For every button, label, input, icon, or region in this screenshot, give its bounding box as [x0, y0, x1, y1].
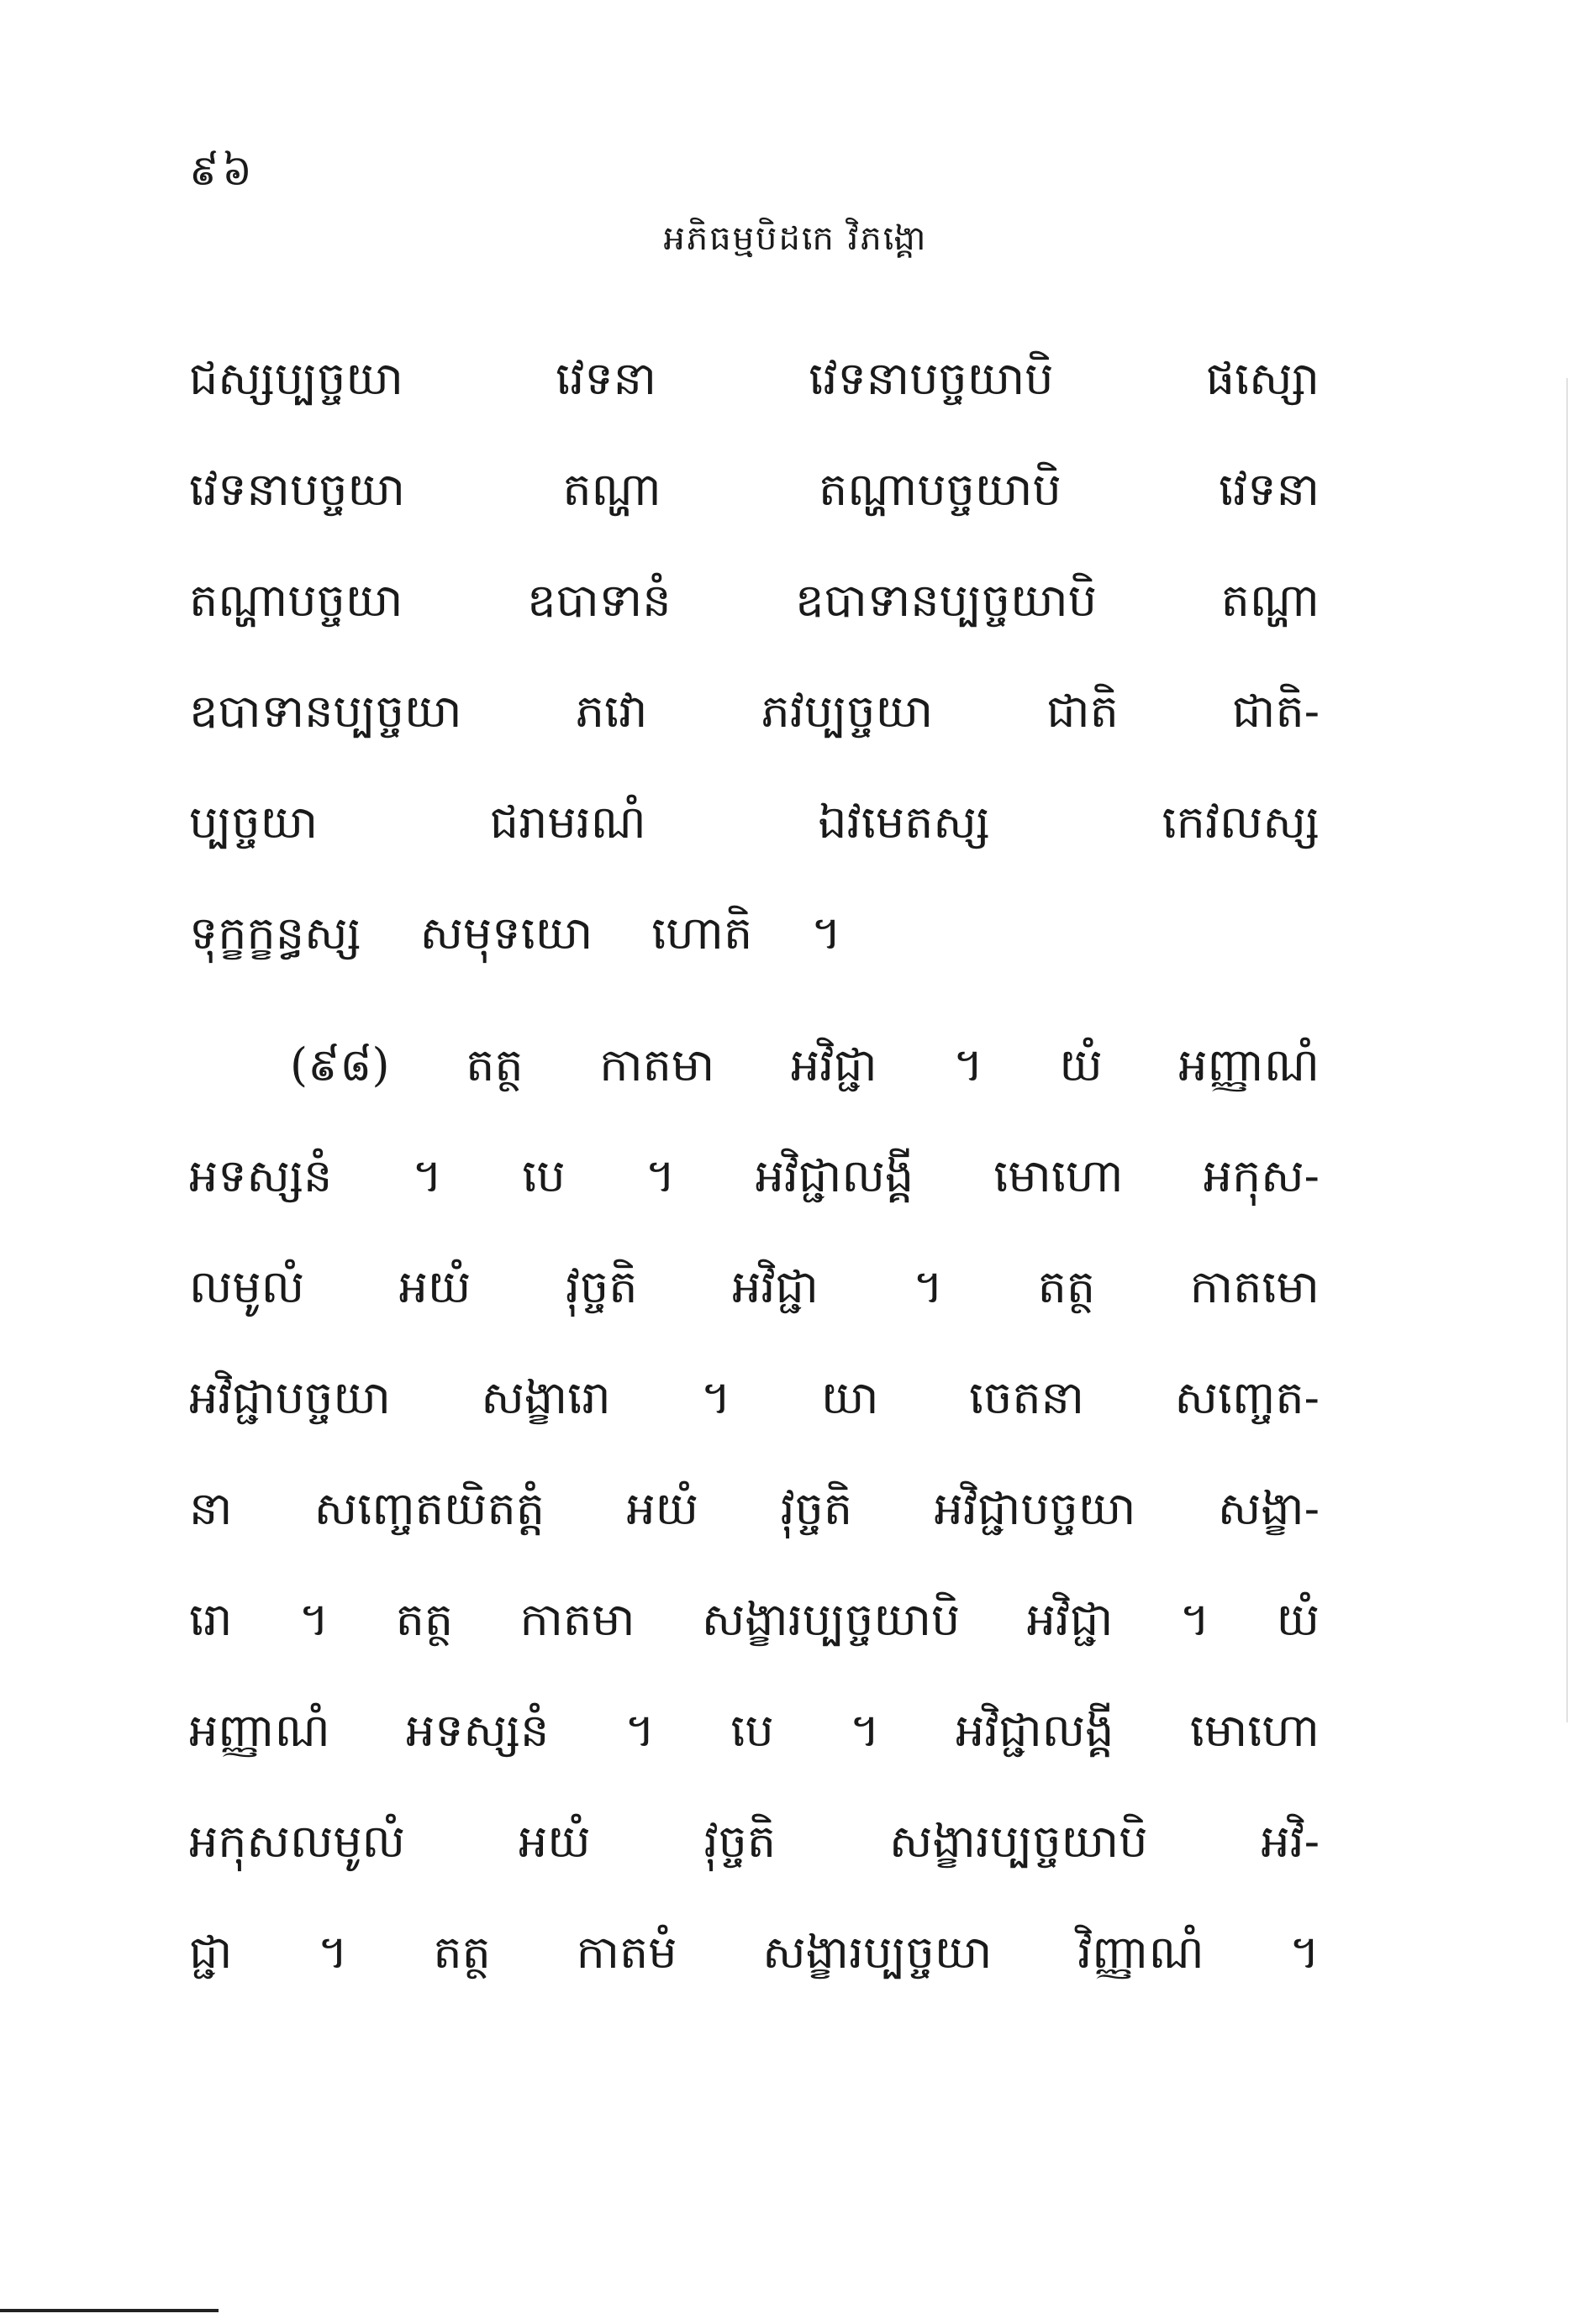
word: ហោតិ	[651, 907, 753, 960]
word: សង្ខារោ	[481, 1371, 611, 1424]
word: អញ្ញាណំ	[1178, 1038, 1320, 1091]
word: សញ្ចេត-	[1174, 1371, 1320, 1424]
word: ឧបាទានំ	[527, 574, 672, 627]
word: យា	[820, 1371, 879, 1424]
text-line	[189, 545, 1320, 656]
footer-rule	[0, 2309, 219, 2312]
word: ។	[1179, 1593, 1210, 1646]
word: វេទនា	[556, 352, 657, 405]
word: ផស្សោ	[1205, 352, 1320, 405]
word: ។	[645, 1149, 676, 1202]
word: តត្ថ	[466, 1038, 524, 1091]
word: តត្ថ	[433, 1926, 491, 1979]
word: ឧបាទានប្បច្ចយា	[189, 685, 462, 738]
word: អវិជ្ជាបច្ចយា	[934, 1482, 1136, 1535]
word: លមូលំ	[189, 1260, 305, 1313]
word: អកុសលមូលំ	[189, 1815, 406, 1868]
word: អទស្សនំ	[189, 1149, 333, 1202]
word: អវិជ្ជាលង្គី	[955, 1704, 1114, 1757]
word: អវិជ្ជា	[790, 1038, 877, 1091]
word: អយំ	[518, 1815, 591, 1868]
word: អយំ	[398, 1260, 472, 1313]
word: ប្បច្ចយា	[189, 796, 319, 849]
word: តណ្ហាបច្ចយា	[189, 574, 403, 627]
word: ។	[318, 1926, 348, 1979]
word: បេ	[730, 1704, 774, 1757]
word: ជាតិ	[1046, 685, 1119, 738]
word: អញ្ញាណំ	[189, 1704, 330, 1757]
word: សង្ខារប្បច្ចយា	[762, 1926, 993, 1979]
word: អវិជ្ជា	[732, 1260, 819, 1313]
word: ។	[298, 1593, 329, 1646]
text-line	[189, 1010, 1320, 1121]
word: ភវោ	[575, 685, 648, 738]
paragraph	[189, 323, 1320, 989]
word: យំ	[1059, 1038, 1103, 1091]
word: នា	[189, 1482, 233, 1535]
word: សង្ខារប្បច្ចយាបិ	[889, 1815, 1148, 1868]
word: កេវលស្ស	[1162, 796, 1320, 849]
text-line	[189, 1786, 1320, 1897]
word: តណ្ហា	[1220, 574, 1320, 627]
word: វុច្ចតិ	[565, 1260, 638, 1313]
word: ជរាមរណំ	[489, 796, 646, 849]
word: ។	[953, 1038, 983, 1091]
word: សង្ខា-	[1217, 1482, 1320, 1535]
text-line	[189, 656, 1320, 767]
word: ។	[811, 907, 841, 960]
word: តត្ថ	[1037, 1260, 1096, 1313]
word: សមុទយោ	[419, 907, 593, 960]
running-header: អភិធម្មបិដកេ វិភង្គោ	[663, 219, 928, 258]
word: វុច្ចតិ	[703, 1815, 777, 1868]
word: អវិ-	[1261, 1815, 1320, 1868]
word: អវិជ្ជា	[1026, 1593, 1114, 1646]
word: រោ	[189, 1593, 233, 1646]
word: អកុស-	[1203, 1149, 1320, 1202]
word: ។	[850, 1704, 880, 1757]
paragraph	[189, 1010, 1320, 2008]
word: ឯវមេតស្ស	[818, 796, 990, 849]
body-text	[189, 323, 1320, 2008]
text-line	[189, 1564, 1320, 1675]
word: វេទនាបច្ចយាបិ	[809, 352, 1054, 405]
text-line	[189, 1675, 1320, 1786]
text-line	[189, 1343, 1320, 1454]
word: សង្ខារប្បច្ចយាបិ	[701, 1593, 961, 1646]
word: អទស្សនំ	[405, 1704, 550, 1757]
word: ភវប្បច្ចយា	[761, 685, 934, 738]
word: (៩៨)	[290, 1038, 390, 1091]
word: កាតមំ	[576, 1926, 677, 1979]
word: អយំ	[626, 1482, 699, 1535]
paragraph-container	[189, 323, 1320, 2008]
page-number: ៩៦	[189, 146, 256, 195]
word: ។	[1289, 1926, 1320, 1979]
text-line	[189, 1454, 1320, 1564]
word: អវិជ្ជាបច្ចយា	[189, 1371, 391, 1424]
word: ទុក្ខក្ខន្ធស្ស	[189, 907, 361, 960]
text-line	[189, 767, 1320, 878]
word: វេទនា	[1219, 463, 1320, 516]
word: ។	[624, 1704, 656, 1757]
text-line	[189, 323, 1320, 434]
word: តត្ថ	[395, 1593, 454, 1646]
word: ។	[700, 1371, 731, 1424]
word: បេ	[522, 1149, 566, 1202]
word: កាតមោ	[1189, 1260, 1320, 1313]
text-line	[189, 878, 1320, 989]
paragraph-gap	[189, 989, 1320, 1010]
word: វិញ្ញាណំ	[1077, 1926, 1204, 1979]
word: ជាតិ-	[1232, 685, 1320, 738]
word: តណ្ហាបច្ចយាបិ	[819, 463, 1062, 516]
word: ឧបាទានប្បច្ចយាបិ	[795, 574, 1097, 627]
text-line	[189, 1232, 1320, 1343]
word: មោហោ	[1189, 1704, 1320, 1757]
word: ជស្សប្បច្ចយា	[189, 352, 403, 405]
word: យំ	[1276, 1593, 1320, 1646]
word: ជ្ជា	[189, 1926, 233, 1979]
word: អវិជ្ជាលង្គី	[755, 1149, 914, 1202]
word: តណ្ហា	[562, 463, 661, 516]
word: វុច្ចតិ	[780, 1482, 853, 1535]
word: ចេតនា	[968, 1371, 1085, 1424]
word: ។	[913, 1260, 944, 1313]
text-line	[189, 434, 1320, 545]
word: មោហោ	[993, 1149, 1124, 1202]
word: សញ្ចេតយិតត្តំ	[313, 1482, 545, 1535]
text-line	[189, 1897, 1320, 2008]
word: កាតមា	[599, 1038, 715, 1091]
word: ។	[412, 1149, 443, 1202]
word: កាតមា	[519, 1593, 635, 1646]
text-line	[189, 1121, 1320, 1232]
word: វេទនាបច្ចយា	[189, 463, 406, 516]
